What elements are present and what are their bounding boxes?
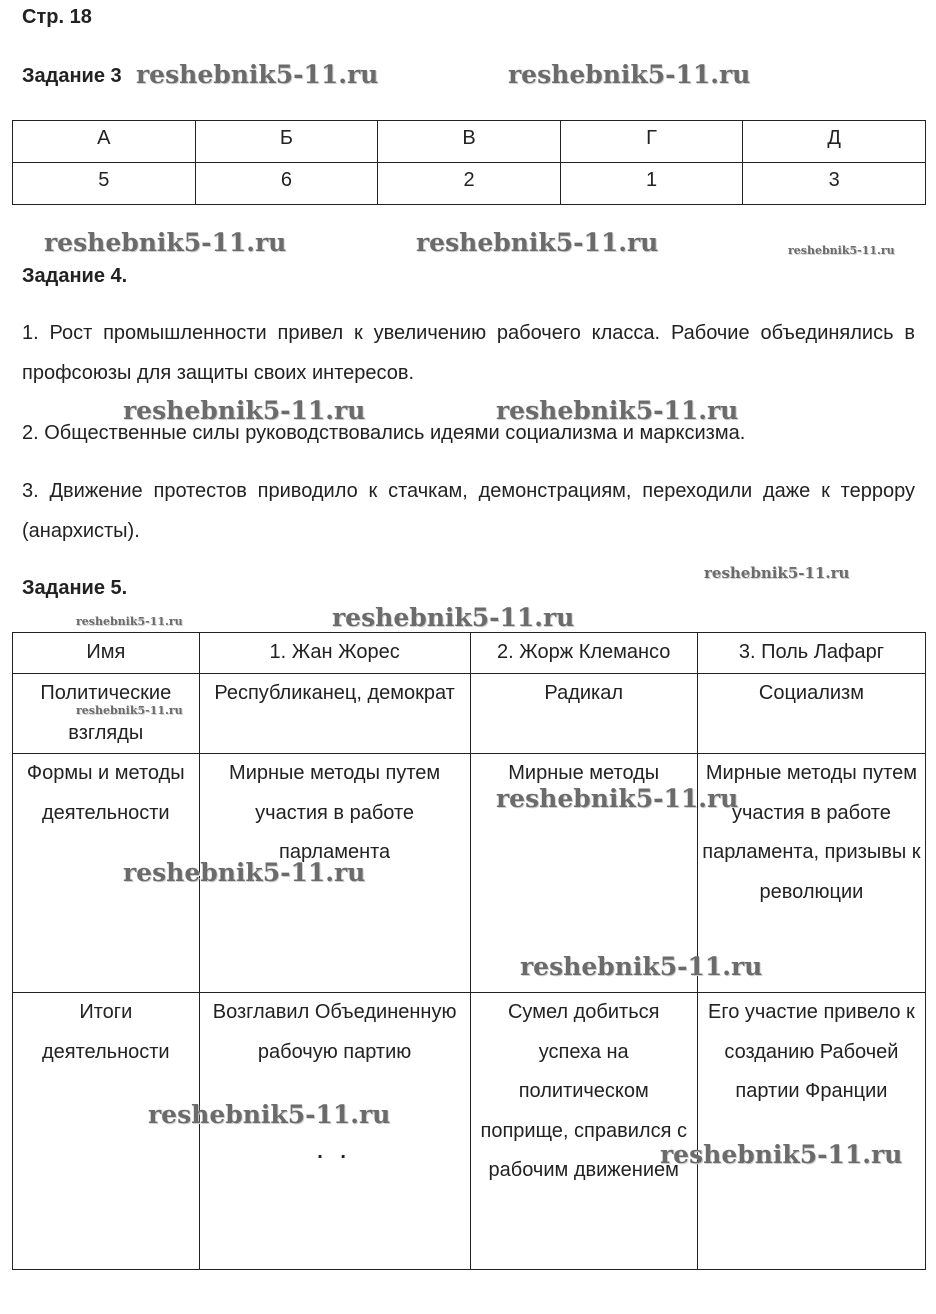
watermark: reshebnik5-11.ru bbox=[123, 396, 366, 425]
task3-value-row bbox=[13, 163, 926, 205]
task5-cell-methods-jaures: Мирные методы путем участия в работе парламента bbox=[199, 754, 470, 993]
task4-item-2: 2. Общественные силы руководствовались идеями социализма и марксизма. bbox=[22, 422, 746, 444]
watermark: reshebnik5-11.ru bbox=[123, 858, 366, 887]
task3-header-b: Б bbox=[195, 121, 378, 163]
task4-item-3: 3. Движение протестов приводило к стачкам, демонстрациям, переходили даже к террору (анархисты). bbox=[22, 480, 915, 542]
watermark: reshebnik5-11.ru bbox=[416, 228, 659, 257]
task5-header-row bbox=[13, 633, 926, 674]
task5-header-jaures: 1. Жан Жорес bbox=[199, 633, 470, 674]
task5-cell-results-jaures-text: Возглавил Объединенную рабочую партию bbox=[212, 1001, 457, 1063]
task5-cell-views-jaures: Республиканец, демократ bbox=[199, 674, 470, 754]
task5-cell-views-clemenceau: Радикал bbox=[470, 674, 697, 754]
task3-value-g: 1 bbox=[560, 163, 743, 205]
task4-item-1: 1. Рост промышленности привел к увеличению рабочего класса. Рабочие объединялись в профсоюзы для защиты своих интересов. bbox=[22, 322, 915, 384]
task5-cell-methods-label: Формы и методы деятельности bbox=[13, 754, 200, 993]
task5-header-name: Имя bbox=[13, 633, 200, 674]
task5-cell-results-lafargue: Его участие привело к созданию Рабочей партии Франции bbox=[697, 993, 925, 1270]
task3-header-a: А bbox=[13, 121, 196, 163]
task5-cell-results-clemenceau: Сумел добиться успеха на политическом поприще, справился с рабочим движением bbox=[470, 993, 697, 1270]
watermark: reshebnik5-11.ru bbox=[136, 60, 379, 89]
page-label: Стр. 18 bbox=[22, 6, 92, 28]
task4-title: Задание 4. bbox=[22, 265, 128, 287]
stray-marks: . . bbox=[317, 1141, 352, 1163]
task5-row-results bbox=[13, 993, 926, 1270]
watermark: reshebnik5-11.ru bbox=[76, 615, 183, 628]
task5-cell-views-label: Политические взгляды bbox=[13, 674, 200, 754]
watermark: reshebnik5-11.ru bbox=[520, 952, 763, 981]
watermark: reshebnik5-11.ru bbox=[704, 564, 850, 582]
watermark: reshebnik5-11.ru bbox=[508, 60, 751, 89]
task5-table bbox=[12, 632, 926, 1270]
task3-value-v: 2 bbox=[378, 163, 561, 205]
task3-value-d: 3 bbox=[743, 163, 926, 205]
task3-value-b: 6 bbox=[195, 163, 378, 205]
task3-title: Задание 3 bbox=[22, 65, 122, 87]
task5-title: Задание 5. bbox=[22, 577, 128, 599]
task5-header-lafargue: 3. Поль Лафарг bbox=[697, 633, 925, 674]
watermark: reshebnik5-11.ru bbox=[76, 704, 183, 717]
watermark: reshebnik5-11.ru bbox=[788, 244, 895, 257]
task5-cell-views-lafargue: Социализм bbox=[697, 674, 925, 754]
watermark: reshebnik5-11.ru bbox=[496, 784, 739, 813]
task3-header-d: Д bbox=[743, 121, 926, 163]
task3-header-row bbox=[13, 121, 926, 163]
task5-header-clemenceau: 2. Жорж Клемансо bbox=[470, 633, 697, 674]
watermark: reshebnik5-11.ru bbox=[332, 603, 575, 632]
task3-value-a: 5 bbox=[13, 163, 196, 205]
task3-header-g: Г bbox=[560, 121, 743, 163]
task3-header-v: В bbox=[378, 121, 561, 163]
task5-cell-methods-clemenceau: Мирные методы bbox=[470, 754, 697, 993]
watermark: reshebnik5-11.ru bbox=[44, 228, 287, 257]
task5-cell-methods-lafargue: Мирные методы путем участия в работе парламента, призывы к революции bbox=[697, 754, 925, 993]
task5-cell-results-jaures bbox=[199, 993, 470, 1270]
task5-cell-results-label: Итоги деятельности bbox=[13, 993, 200, 1270]
task3-table bbox=[12, 120, 926, 205]
watermark: reshebnik5-11.ru bbox=[660, 1140, 903, 1169]
watermark: reshebnik5-11.ru bbox=[148, 1100, 391, 1129]
watermark: reshebnik5-11.ru bbox=[496, 396, 739, 425]
